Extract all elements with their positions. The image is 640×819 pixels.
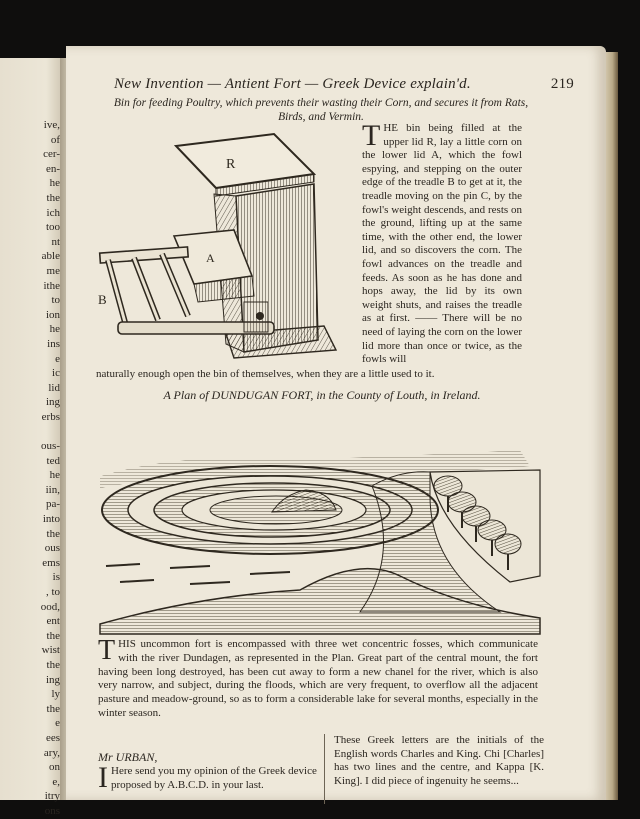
- left-page-fragment: ted: [46, 454, 60, 467]
- left-page-fragment: able: [41, 250, 60, 263]
- left-page-fragment: to: [51, 294, 60, 307]
- bin-description-continuation: naturally enough open the bin of themselves, when they are a little used to it.: [96, 368, 435, 380]
- letter-right: These Greek letters are the initials of the English words Charles and King. Chi [Charles] has two lines and the centre, and Kappa [K. King]. I did piece of ingenuity he seems...: [334, 734, 544, 787]
- dropcap-i: I: [98, 761, 108, 794]
- left-page-fragment: ent: [46, 615, 60, 628]
- dropcap-t2: T: [98, 635, 116, 666]
- left-page-fragment: on: [49, 761, 60, 774]
- label-b: B: [98, 292, 107, 307]
- left-page-fragment: ary,: [43, 746, 60, 759]
- left-page-fragment: iin,: [45, 483, 60, 496]
- left-page-fragment: he: [49, 323, 60, 336]
- label-r: R: [226, 157, 236, 172]
- fort-plan-engraving: [100, 406, 540, 634]
- left-page: [0, 58, 66, 817]
- fort-description: [98, 635, 538, 721]
- left-page-fragment: me: [46, 264, 60, 277]
- left-page-fragment: ous: [44, 542, 60, 555]
- figure2-caption: A Plan of DUNDUGAN FORT, in the County of Louth, in Ireland.: [163, 388, 481, 402]
- page-edge: [604, 52, 618, 800]
- left-page-fragment: ion: [45, 308, 60, 321]
- left-page-fragment: ous-: [41, 440, 60, 453]
- left-page-fragment: too: [45, 221, 60, 234]
- label-a: A: [206, 251, 215, 265]
- left-page-fragment: en-: [45, 162, 60, 175]
- left-page-fragment: ood,: [40, 600, 60, 613]
- left-page-fragment: he: [49, 469, 60, 482]
- left-page-fragment: the: [46, 527, 60, 540]
- left-page-fragment: ing: [45, 673, 60, 686]
- letter-left: [98, 750, 318, 792]
- left-page-fragment: cer-: [43, 148, 60, 161]
- left-page-fragment: erbs: [41, 410, 60, 423]
- running-head-title: New Invention — Antient Fort — Greek Device explain'd.: [114, 76, 471, 92]
- left-page-text: [0, 118, 60, 819]
- left-page-fragment: , to: [45, 586, 60, 598]
- poultry-bin-engraving: [94, 126, 366, 366]
- left-page-fragment: into: [42, 513, 60, 526]
- left-page-fragment: wist: [41, 644, 60, 657]
- running-head: [114, 76, 574, 93]
- left-page-fragment: ees: [45, 731, 60, 744]
- left-page-fragment: itry: [44, 790, 60, 803]
- left-page-fragment: pa-: [45, 498, 60, 511]
- left-page-fragment: the: [46, 658, 60, 671]
- left-page-fragment: ithe: [43, 279, 60, 292]
- left-page-fragment: the: [46, 191, 60, 204]
- left-page-fragment: ins: [47, 337, 60, 350]
- left-page-fragment: ems: [42, 556, 60, 569]
- bin-description-text: HE bin being filled at the upper lid R, lay a little corn on the lower lid A, which the fowl espying, and stepping on the outer edge of the treadle B to get at it, the treadle moving on the pin C, by the fowl's weight descends, and rests on the ground, lifting up at the same time, with the other end, the lower lid, and so discovers the corn. The fowl advances on the treadle and feeds. As soon as he has done and hops away, the lid by its own weight shuts, and raises the treadle as at first. —— There will be no need of laying the corn on the lower lid more than once or twice, as the fowls will: [362, 122, 522, 366]
- right-page: [66, 46, 606, 800]
- left-page-fragment: ic: [52, 367, 60, 380]
- left-page-fragment: the: [46, 702, 60, 715]
- left-page-fragment: ive,: [43, 119, 60, 131]
- left-page-fragment: [0, 424, 60, 439]
- column-divider: [324, 734, 325, 804]
- letter-text: Here send you my opinion of the Greek device proposed by A.B.C.D. in your last.: [111, 765, 317, 791]
- left-page-fragment: nt: [51, 235, 60, 248]
- figure1-caption: Bin for feeding Poultry, which prevents their wasting their Corn, and secures it from Rats, Birds, and Vermin.: [113, 97, 529, 123]
- left-page-fragment: ly: [51, 688, 60, 701]
- left-page-fragment: he: [49, 177, 60, 190]
- left-page-fragment: e,: [52, 775, 60, 788]
- left-page-fragment: ich: [46, 206, 60, 219]
- left-page-fragment: e: [55, 717, 60, 730]
- left-page-fragment: ing: [45, 396, 60, 409]
- left-page-fragment: the: [46, 629, 60, 642]
- bin-description: [362, 119, 522, 367]
- left-page-fragment: is: [52, 571, 60, 584]
- left-page-fragment: ons: [44, 804, 60, 817]
- page-number: 219: [550, 76, 574, 92]
- left-page-fragment: e: [55, 352, 60, 365]
- left-page-fragment: lid: [48, 381, 60, 394]
- letter-salutation: Mr URBAN,: [98, 750, 158, 764]
- left-page-fragment: of: [50, 133, 60, 146]
- dropcap-t: T: [362, 119, 381, 152]
- fort-description-text: HIS uncommon fort is encompassed with three wet concentric fosses, which communicate with the river Dundagen, as represented in the Plan. Great part of the central mount, the fort having been long destroyed, has been cut away to form a new chanel for the river, which is also very narrow, and subject, during the floods, which are very frequent, to overflow all the adjacent pasture and meadow-ground, so as to form a considerable lake for several months, especially in the winter season.: [98, 638, 538, 719]
